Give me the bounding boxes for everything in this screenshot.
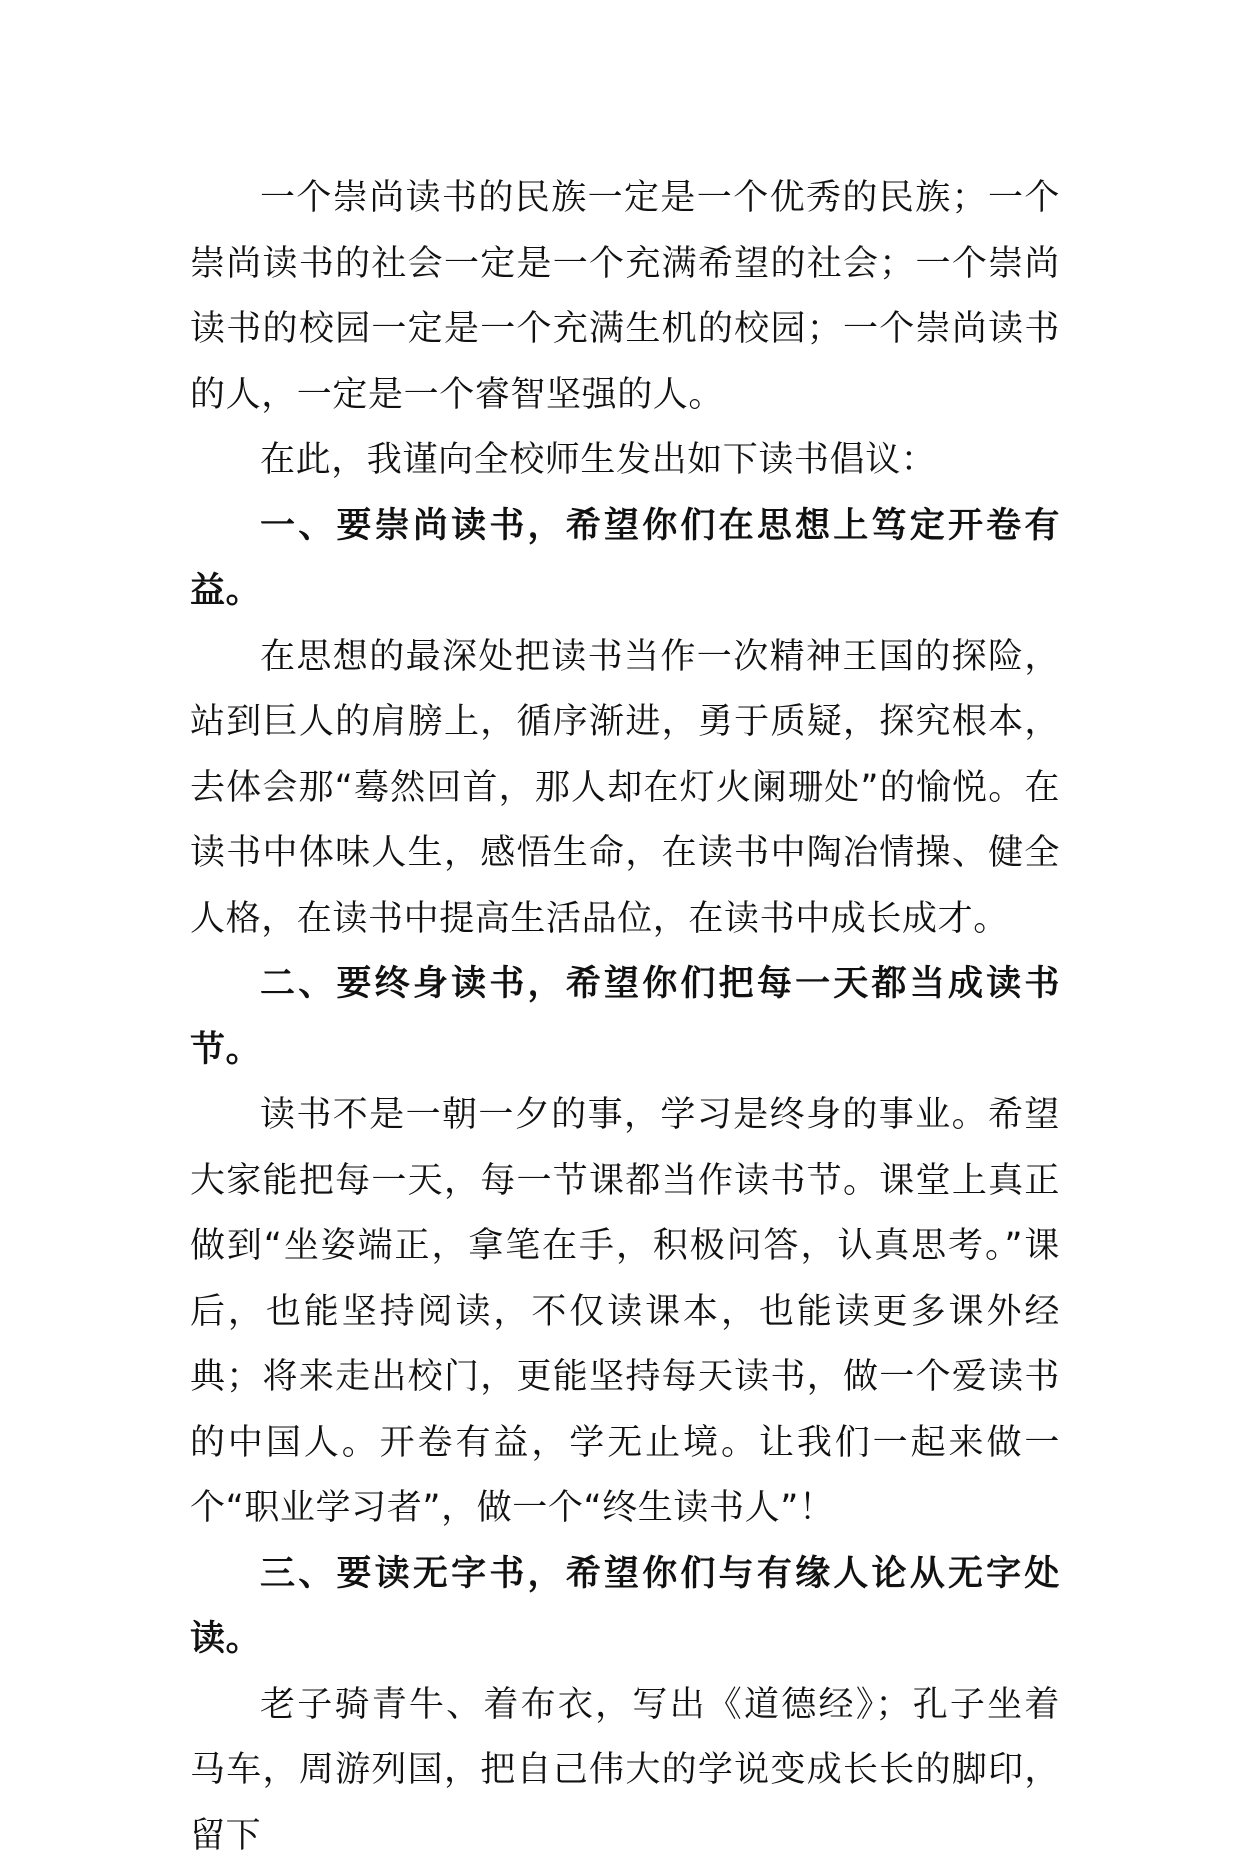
paragraph-proposal-lead: 在此，我谨向全校师生发出如下读书倡议： — [190, 428, 1060, 494]
paragraph-section-3: 老子骑青牛、着布衣，写出《道德经》；孔子坐着马车，周游列国，把自己伟大的学说变成长长的脚印，留下 — [190, 1673, 1060, 1869]
section-heading-1: 一、要崇尚读书，希望你们在思想上笃定开卷有益。 — [190, 494, 1060, 625]
paragraph-section-2: 读书不是一朝一夕的事，学习是终身的事业。希望大家能把每一天，每一节课都当作读书节。课堂上真正做到“坐姿端正，拿笔在手，积极问答，认真思考。”课后，也能坚持阅读，不仅读课本，也能读更多课外经典；将来走出校门，更能坚持每天读书，做一个爱读书的中国人。开卷有益，学无止境。让我们一起来做一个“职业学习者”，做一个“终生读书人”！ — [190, 1083, 1060, 1542]
section-heading-2: 二、要终身读书，希望你们把每一天都当成读书节。 — [190, 952, 1060, 1083]
paragraph-intro: 一个崇尚读书的民族一定是一个优秀的民族；一个崇尚读书的社会一定是一个充满希望的社会；一个崇尚读书的校园一定是一个充满生机的校园；一个崇尚读书的人，一定是一个睿智坚强的人。 — [190, 166, 1060, 428]
document-body — [190, 166, 1060, 1869]
section-heading-3: 三、要读无字书，希望你们与有缘人论从无字处读。 — [190, 1542, 1060, 1673]
paragraph-section-1: 在思想的最深处把读书当作一次精神王国的探险，站到巨人的肩膀上，循序渐进，勇于质疑，探究根本，去体会那“蓦然回首，那人却在灯火阑珊处”的愉悦。在读书中体味人生，感悟生命，在读书中陶冶情操、健全人格，在读书中提高生活品位，在读书中成长成才。 — [190, 625, 1060, 953]
